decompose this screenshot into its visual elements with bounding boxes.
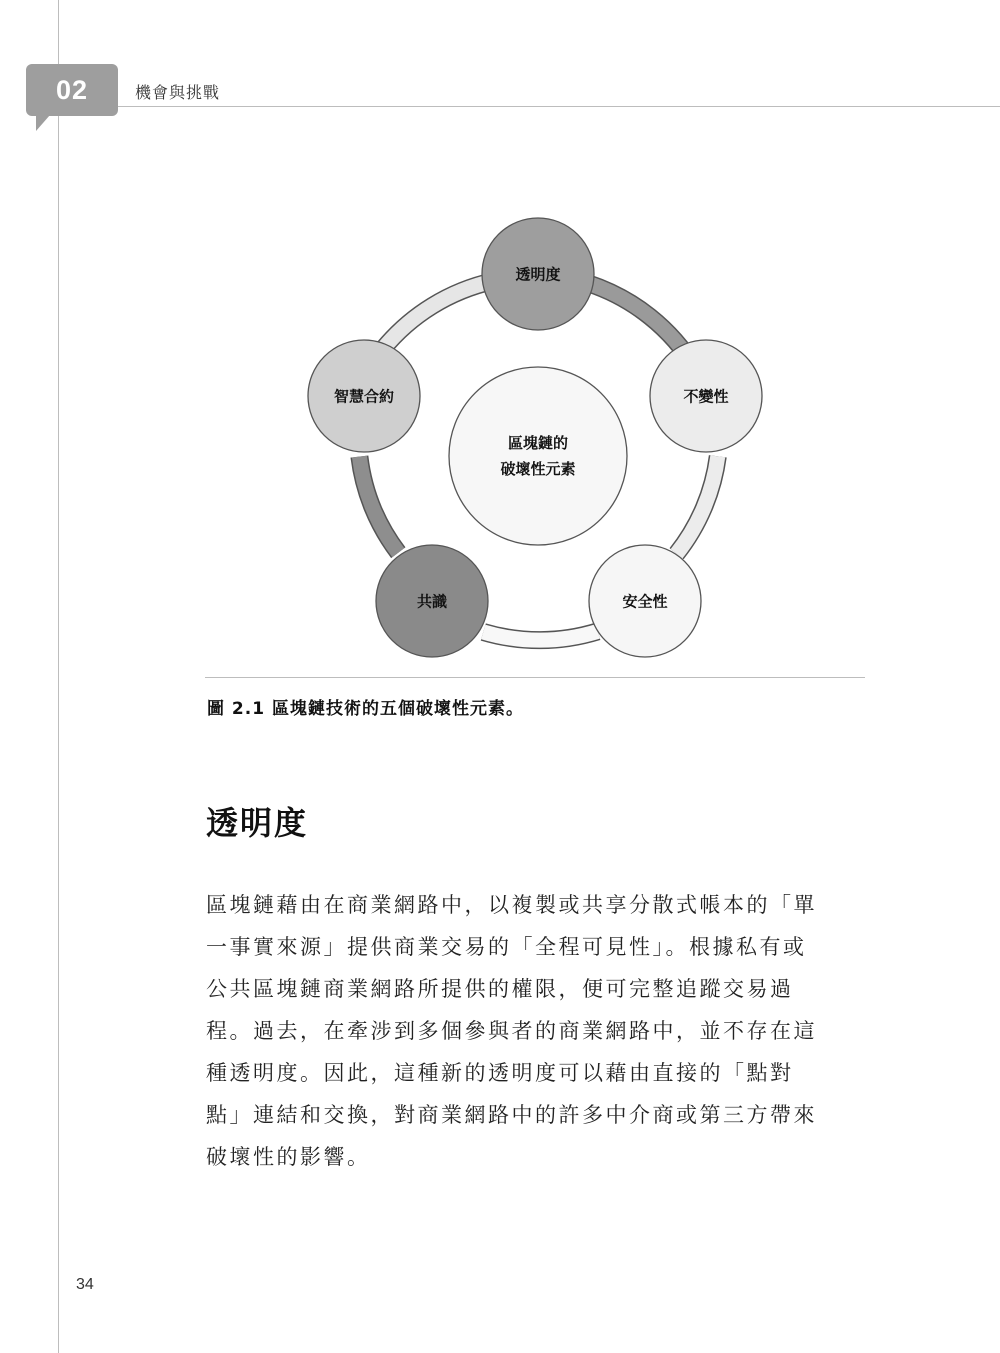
node-smart-contract-label: 智慧合約: [333, 387, 395, 406]
node-immutability-label: 不變性: [683, 387, 729, 406]
paragraph-line: 破壞性的影響。: [206, 1145, 371, 1169]
center-label-line1: 區塊鏈的: [507, 434, 569, 452]
disruptive-elements-diagram: [290, 200, 790, 670]
page-margin-line: [58, 0, 59, 1353]
paragraph-line: 程。過去，在牽涉到多個參與者的商業網路中，並不存在這: [206, 1019, 817, 1043]
center-label-line2: 破壞性元素: [500, 460, 576, 478]
chapter-badge-tail: [36, 115, 50, 131]
paragraph-line: 一事實來源」提供商業交易的「全程可見性」。根據私有或: [206, 935, 807, 959]
figure-caption: 圖 2.1 區塊鏈技術的五個破壞性元素。: [207, 699, 524, 719]
node-transparency-label: 透明度: [515, 265, 561, 284]
paragraph-line: 點」連結和交換，對商業網路中的許多中介商或第三方帶來: [206, 1103, 817, 1127]
header-rule: [58, 106, 1000, 107]
figure-caption-rule: [205, 677, 865, 678]
paragraph-line: 公共區塊鏈商業網路所提供的權限，便可完整追蹤交易過: [206, 977, 794, 1001]
ring-segment-contract-transparency-fill: [383, 281, 494, 349]
page-number: 34: [76, 1276, 94, 1293]
node-consensus-label: 共識: [416, 592, 448, 611]
paragraph-line: 種透明度。因此，這種新的透明度可以藉由直接的「點對: [206, 1061, 794, 1085]
chapter-badge: 02: [26, 64, 118, 116]
chapter-title: 機會與挑戰: [135, 83, 221, 102]
node-security-label: 安全性: [622, 592, 668, 611]
section-heading: 透明度: [206, 804, 309, 842]
center-label: [500, 430, 575, 482]
paragraph-line: 區塊鏈藉由在商業網路中，以複製或共享分散式帳本的「單: [206, 893, 817, 917]
body-paragraph: [206, 884, 866, 1178]
